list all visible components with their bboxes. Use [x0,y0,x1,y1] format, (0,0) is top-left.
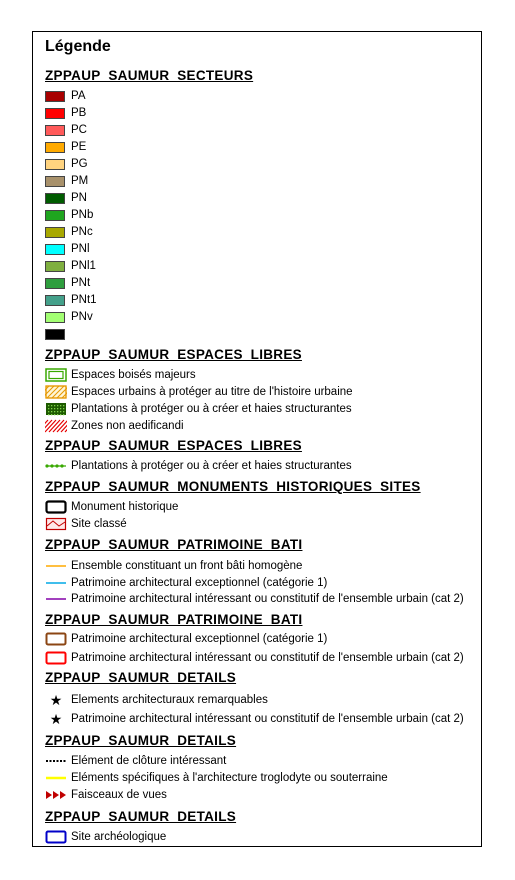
legend-item-label: Site classé [71,518,127,530]
legend-item [45,275,90,291]
color-swatch [45,159,65,170]
section-heading: ZPPAUP_SAUMUR_ESPACES_LIBRES [45,438,302,453]
legend-item [45,309,93,325]
color-swatch [45,193,65,204]
yellow-line-icon [45,771,67,785]
section-heading: ZPPAUP_SAUMUR_MONUMENTS_HISTORIQUES_SITES [45,479,421,494]
legend-item-label: PNc [71,226,93,238]
legend-item [45,631,327,647]
legend-item-label: Eléments spécifiques à l'architecture troglodyte ou souterraine [71,772,388,784]
legend-item [45,458,352,474]
legend-item-label: PNl1 [71,260,96,272]
legend-item [45,326,71,342]
section-heading: ZPPAUP_SAUMUR_DETAILS [45,670,237,685]
legend-item-label: Elément de clôture intéressant [71,755,227,767]
legend-item [45,418,184,434]
legend-item [45,258,96,274]
legend-item-label: Patrimoine architectural intéressant ou constitutif de l'ensemble urbain (cat 2) [71,652,464,664]
black-outline-box-icon [45,500,67,514]
svg-text:★: ★ [49,712,63,726]
section-heading: ZPPAUP_SAUMUR_DETAILS [45,809,237,824]
color-swatch [45,244,65,255]
color-swatch [45,329,65,340]
legend-item-label: PNb [71,209,94,221]
legend-item [45,575,327,591]
legend-title: Légende [45,38,111,55]
legend-panel [32,31,482,847]
legend-item-label: PM [71,175,89,187]
legend-item [45,558,302,574]
svg-text:★: ★ [49,693,63,707]
legend-item [45,139,86,155]
legend-item [45,499,178,515]
color-swatch [45,295,65,306]
section-heading: ZPPAUP_SAUMUR_PATRIMOINE_BATI [45,612,303,627]
color-swatch [45,176,65,187]
legend-item [45,692,268,708]
legend-item-label: PG [71,158,88,170]
orange-line-icon [45,559,67,573]
legend-item [45,88,86,104]
legend-item [45,173,88,189]
legend-item-label: Espaces boisés majeurs [71,369,196,381]
color-swatch [45,210,65,221]
legend-item-label: Faisceaux de vues [71,789,167,801]
legend-item [45,829,166,845]
legend-item-label: Monument historique [71,501,179,513]
legend-item [45,224,93,240]
green-dotted-line-icon [45,459,67,473]
legend-item [45,787,167,803]
legend-item-label: Patrimoine architectural intéressant ou constitutif de l'ensemble urbain (cat 2) [71,713,464,725]
legend-item [45,384,353,400]
green-double-outline-box-icon [45,368,67,382]
legend-item [45,207,93,223]
color-swatch [45,227,65,238]
orange-hatched-box-icon [45,385,67,399]
green-grid-box-icon [45,402,67,416]
legend-item-label: PNt [71,277,91,289]
legend-item-label: PNv [71,311,93,323]
star-icon [45,712,67,726]
legend-item [45,105,86,121]
color-swatch [45,91,65,102]
legend-item-label: PB [71,107,87,119]
color-swatch [45,142,65,153]
legend-item [45,770,388,786]
red-outline-box-icon [45,651,67,665]
brown-outline-box-icon [45,632,67,646]
section-heading: ZPPAUP_SAUMUR_PATRIMOINE_BATI [45,537,303,552]
legend-item-label: Plantations à protéger ou à créer et haies structurantes [71,403,352,415]
legend-item-label: PE [71,141,87,153]
legend-item [45,122,87,138]
red-hatch-icon [45,419,67,433]
legend-item [45,401,352,417]
legend-item [45,156,88,172]
legend-item [45,516,127,532]
legend-item-label: Elements architecturaux remarquables [71,694,268,706]
red-site-box-icon [45,517,67,531]
color-swatch [45,125,65,136]
legend-item-label: Patrimoine architectural exceptionnel (catégorie 1) [71,633,328,645]
black-dotted-line-icon [45,754,67,768]
legend-item [45,711,464,727]
legend-item [45,650,464,666]
legend-item [45,292,97,308]
purple-line-icon [45,592,67,606]
star-icon [45,693,67,707]
color-swatch [45,261,65,272]
legend-item-label: PNl [71,243,90,255]
legend-item [45,367,196,383]
legend-item-label: PC [71,124,87,136]
red-arrows-icon [45,788,67,802]
legend-item-label: Patrimoine architectural intéressant ou constitutif de l'ensemble urbain (cat 2) [71,593,464,605]
section-heading: ZPPAUP_SAUMUR_ESPACES_LIBRES [45,347,302,362]
legend-item-label: Patrimoine architectural exceptionnel (catégorie 1) [71,576,328,589]
legend-item [45,591,464,607]
blue-line-icon [45,576,67,590]
legend-item-label: Ensemble constituant un front bâti homogène [71,560,303,572]
legend-item-label: PNt1 [71,294,97,306]
color-swatch [45,312,65,323]
legend-item [45,753,226,769]
section-heading: ZPPAUP_SAUMUR_SECTEURS [45,68,254,83]
legend-item-label: Espaces urbains à protéger au titre de l'histoire urbaine [71,386,353,398]
legend-item-label: Site archéologique [71,831,167,843]
section-heading: ZPPAUP_SAUMUR_DETAILS [45,733,237,748]
legend-item-label: Plantations à protéger ou à créer et haies structurantes [71,460,352,472]
legend-item-label: PN [71,192,87,204]
color-swatch [45,108,65,119]
blue-outline-box-icon [45,830,67,844]
legend-item-label: Zones non aedificandi [71,420,184,432]
legend-item [45,190,87,206]
legend-item [45,241,90,257]
color-swatch [45,278,65,289]
legend-item-label: PA [71,90,86,102]
